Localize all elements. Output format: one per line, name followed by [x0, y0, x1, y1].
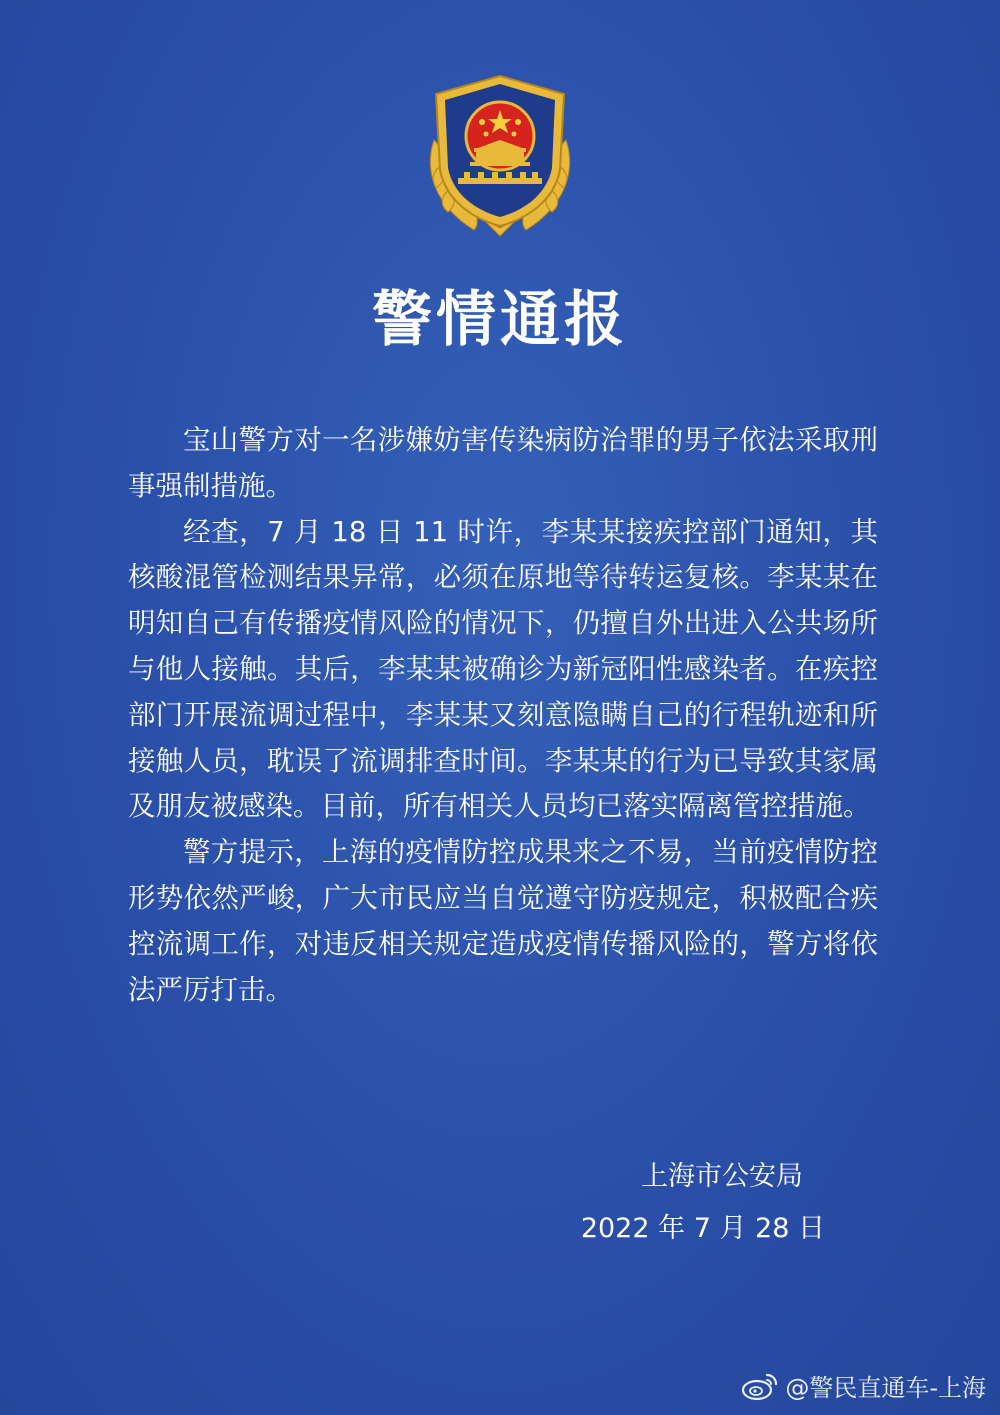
- issue-date: 2022 年 7 月 28 日: [580, 1213, 825, 1244]
- notice-body: [128, 418, 878, 1013]
- paragraph-3: 警方提示，上海的疫情防控成果来之不易，当前疫情防控形势依然严峻，广大市民应当自觉遵守防疫规定，积极配合疾控流调工作，对违反相关规定造成疫情传播风险的，警方将依法严厉打击。: [128, 836, 878, 1006]
- issuing-organization: 上海市公安局: [641, 1161, 803, 1192]
- police-emblem-icon: [414, 70, 586, 240]
- paragraph-2: 经查，7 月 18 日 11 时许，李某某接疾控部门通知，其核酸混管检测结果异常，必须在原地等待转运复核。李某某在明知自己有传播疫情风险的情况下，仍擅自外出进入公共场所与他人接触。其后，李某某被确诊为新冠阳性感染者。在疾控部门开展流调过程中，李某某又刻意隐瞒自己的行程轨迹和所接触人员，耽误了流调排查时间。李某某的行为已导致其家属及朋友被感染。目前，所有相关人员均已落实隔离管控措施。: [128, 515, 878, 823]
- notice-title: 警情通报: [372, 285, 628, 355]
- signature-block: [581, 1152, 825, 1254]
- weibo-icon: [741, 1371, 779, 1401]
- watermark-text: @警民直通车-上海: [785, 1374, 986, 1402]
- paragraph-1: 宝山警方对一名涉嫌妨害传染病防治罪的男子依法采取刑事强制措施。: [128, 424, 878, 502]
- weibo-watermark: [741, 1368, 986, 1403]
